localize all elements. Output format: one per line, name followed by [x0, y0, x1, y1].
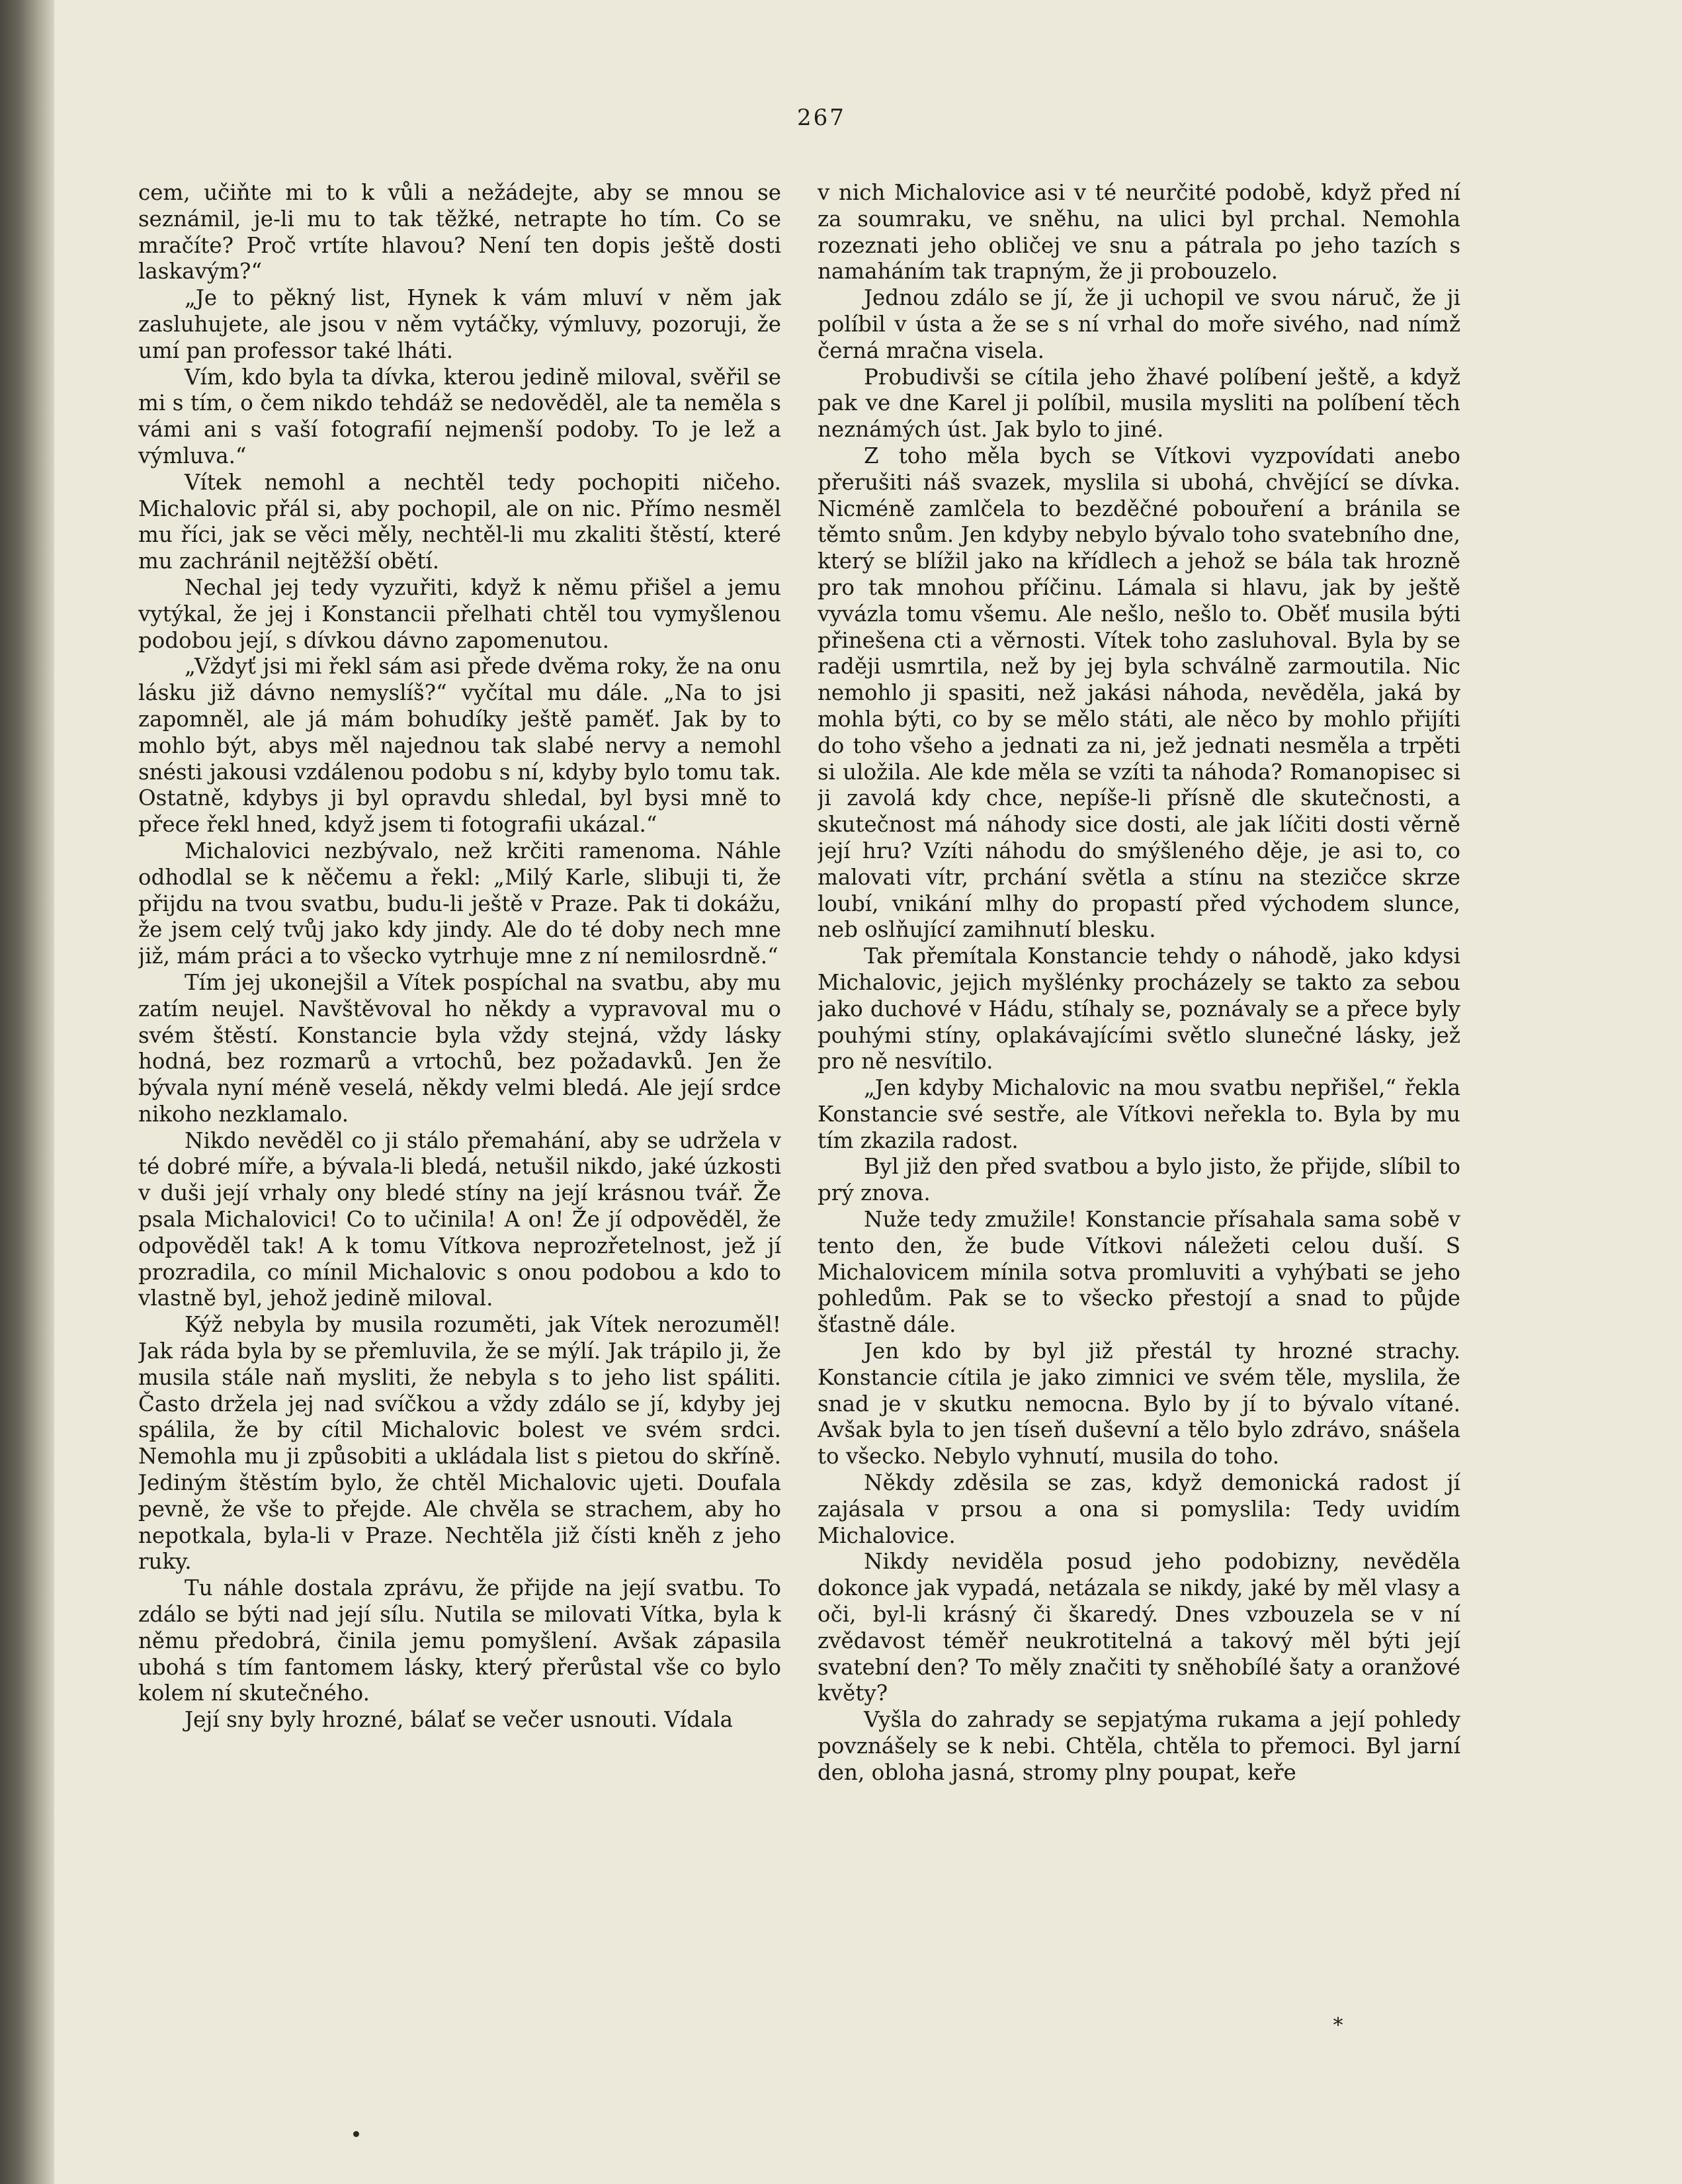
right-paragraph: Jen kdo by byl již přestál ty hrozné strachy. Konstancie cítila je jako zimnici ve svém těle, myslila, že snad je v skutku nemocna. Bylo by jí to bývalo vítané. Avšak byla to jen tíseň duševní a tělo bylo zdrávo, snášela to všecko. Nebylo vyhnutí, musila do toho.	[818, 1338, 1460, 1469]
book-gutter	[0, 0, 54, 2184]
left-paragraph: Vím, kdo byla ta dívka, kterou jedině miloval, svěřil se mi s tím, o čem nikdo tehdáž se nedověděl, ale ta neměla s vámi ani s vaší fotografií nejmenší podoby. To je lež a výmluva.“	[138, 364, 781, 468]
left-paragraph: Nikdo nevěděl co ji stálo přemahání, aby se udržela v té dobré míře, a bývala-li bledá, netušil nikdo, jaké úzkosti v duši její vrhaly ony bledé stíny na její krásnou tvář. Že psala Michalovici! Co to učinila! A on! Že jí odpověděl, že odpověděl tak! A k tomu Vítkova neprozřetelnost, jež jí prozradila, co mínil Michalovic s onou podobou a kdo to vlastně byl, jehož jedině miloval.	[138, 1127, 781, 1311]
left-paragraph: Nechal jej tedy vyzuřiti, když k němu přišel a jemu vytýkal, že jej i Konstancii přelhati chtěl tou vymyšlenou podobou její, s dívkou dávno zapomenutou.	[138, 574, 781, 653]
left-paragraph: Kýž nebyla by musila rozuměti, jak Vítek nerozuměl! Jak ráda byla by se přemluvila, že se mýlí. Jak trápilo ji, že musila stále naň mysliti, že nebyla s to jeho list spáliti. Často držela jej nad svíčkou a vždy zdálo se jí, kdyby jej spálila, že by cítil Michalovic bolest ve svém srdci. Nemohla mu ji způsobiti a ukládala list s pietou do skříně. Jediným štěstím bylo, že chtěl Michalovic ujeti. Doufala pevně, že vše to přejde. Ale chvěla se strachem, aby ho nepotkala, byla-li v Praze. Nechtěla již čísti kněh z jeho ruky.	[138, 1312, 781, 1575]
print-speck	[353, 2131, 359, 2137]
left-paragraph: Michalovici nezbývalo, než krčiti ramenoma. Náhle odhodlal se k něčemu a řekl: „Milý Karle, slibuji ti, že přijdu na tvou svatbu, budu-li ještě v Praze. Pak ti dokážu, že jsem celý tvůj jako kdy jindy. Ale do té doby nech mne již, mám práci a to všecko vytrhuje mne z ní nemilosrdně.“	[138, 838, 781, 969]
left-paragraph: „Je to pěkný list, Hynek k vám mluví v něm jak zasluhujete, ale jsou v něm vytáčky, výmluvy, pozoruji, že umí pan professor také lháti.	[138, 285, 781, 363]
left-text-column	[138, 180, 781, 2059]
right-paragraph: Probudivši se cítila jeho žhavé políbení ještě, a když pak ve dne Karel ji políbil, musila mysliti na políbení těch neznámých úst. Jak bylo to jiné.	[818, 364, 1460, 443]
right-paragraph: Někdy zděsila se zas, když demonická radost jí zajásala v prsou a ona si pomyslila: Tedy uvidím Michalovice.	[818, 1470, 1460, 1548]
page-number: 267	[797, 105, 846, 131]
left-paragraph: cem, učiňte mi to k vůli a nežádejte, aby se mnou se seznámil, je-li mu to tak těžké, netrapte ho tím. Co se mračíte? Proč vrtíte hlavou? Není ten dopis ještě dosti laskavým?“	[138, 180, 781, 284]
right-paragraph: Byl již den před svatbou a bylo jisto, že přijde, slíbil to prý znova.	[818, 1154, 1460, 1206]
right-paragraph: Tak přemítala Konstancie tehdy o náhodě, jako kdysi Michalovic, jejich myšlénky procházely se takto za sebou jako duchové v Hádu, stíhaly se, poznávaly se a přece byly pouhými stíny, oplakávajícími světlo slunečné lásky, jež pro ně nesvítilo.	[818, 943, 1460, 1074]
right-paragraph: Nikdy neviděla posud jeho podobizny, nevěděla dokonce jak vypadá, netázala se nikdy, jaké by měl vlasy a oči, byl-li krásný či škaredý. Dnes vzbouzela se v ní zvědavost téměř neukrotitelná a takový měl býti její svatební den? To měly značiti ty sněhobílé šaty a oranžové květy?	[818, 1549, 1460, 1706]
left-paragraph: Tu náhle dostala zprávu, že přijde na její svatbu. To zdálo se býti nad její sílu. Nutila se milovati Vítka, byla k němu předobrá, činila jemu pomyšlení. Avšak zápasila ubohá s tím fantomem lásky, který přerůstal vše co bylo kolem ní skutečného.	[138, 1575, 781, 1706]
right-paragraph: Nuže tedy zmužile! Konstancie přísahala sama sobě v tento den, že bude Vítkovi náležeti celou duší. S Michalovicem mínila sotva promluviti a vyhýbati se jeho pohledům. Pak se to všecko přestojí a snad to půjde šťastně dále.	[818, 1207, 1460, 1338]
left-paragraph: Její sny byly hrozné, bálať se večer usnouti. Vídala	[185, 1707, 734, 1733]
left-paragraph: „Vždyť jsi mi řekl sám asi přede dvěma roky, že na onu lásku již dávno nemyslíš?“ vyčítal mu dále. „Na to jsi zapomněl, ale já mám bohudíky ještě paměť. Jak by to mohlo být, abys měl najednou tak slabé nervy a nemohl snésti jakousi vzdálenou podobu s ní, kdyby bylo tomu tak. Ostatně, kdybys ji byl opravdu shledal, byl bysi mně to přece řekl hned, když jsem ti fotografii ukázal.“	[138, 654, 781, 838]
right-paragraph: Vyšla do zahrady se sepjatýma rukama a její pohledy povznášely se k nebi. Chtěla, chtěla to přemoci. Byl jarní den, obloha jasná, stromy plny poupat, keře	[818, 1707, 1460, 1785]
signature-mark: *	[1333, 2014, 1343, 2037]
right-text-column	[818, 180, 1460, 2059]
right-paragraph: Jednou zdálo se jí, že ji uchopil ve svou náruč, že ji políbil v ústa a že se s ní vrhal do moře sivého, nad nímž černá mračna visela.	[818, 285, 1460, 363]
right-paragraph: Z toho měla bych se Vítkovi vyzpovídati anebo přerušiti náš svazek, myslila si ubohá, chvějící se dívka. Nicméně zamlčela to bezděčné pobouření a bránila se těmto snům. Jen kdyby nebylo bývalo toho svatebního dne, který se blížil jako na křídlech a jehož se bála tak hrozně pro tak mnohou příčinu. Lámala si hlavu, jak by ještě vyvázla tomu všemu. Ale nešlo, nešlo to. Oběť musila býti přinešena cti a věrnosti. Vítek toho zasluhoval. Byla by se raději usmrtila, než by jej byla schválně zarmoutila. Nic nemohlo ji spasiti, než jakási náhoda, nevěděla, jaká by mohla býti, co by se mělo státi, ale něco by mohlo přijíti do toho všeho a jednati za ni, jež jednati nesměla a trpěti si uložila. Ale kde měla se vzíti ta náhoda? Romanopisec si ji zavolá kdy chce, nepíše-li přísně dle skutečnosti, a skutečnost má náhody sice dosti, ale jak líčiti dosti věrně její hru? Vzíti náhodu do smýšleného děje, je asi to, co malovati vítr, prchání světla a stínu na stezičce skrze loubí, vnikání mlhy do propastí před východem slunce, neb oslňující zamihnutí blesku.	[818, 443, 1460, 943]
left-paragraph: Tím jej ukonejšil a Vítek pospíchal na svatbu, aby mu zatím neujel. Navštěvoval ho někdy a vypravoval mu o svém štěstí. Konstancie byla vždy stejná, vždy lásky hodná, bez rozmarů a vrtochů, bez požadavků. Jen že bývala nyní méně veselá, někdy velmi bledá. Ale její srdce nikoho nezklamalo.	[138, 969, 781, 1127]
right-paragraph: „Jen kdyby Michalovic na mou svatbu nepřišel,“ řekla Konstancie své sestře, ale Vítkovi neřekla to. Byla by mu tím zkazila radost.	[818, 1075, 1460, 1153]
left-paragraph: Vítek nemohl a nechtěl tedy pochopiti ničeho. Michalovic přál si, aby pochopil, ale on nic. Přímo nesměl mu říci, jak se věci měly, nechtěl-li mu zkaliti štěstí, které mu zachránil nejtěžší obětí.	[138, 469, 781, 574]
right-paragraph: v nich Michalovice asi v té neurčité podobě, když před ní za soumraku, ve sněhu, na ulici byl prchal. Nemohla rozeznati jeho obličej ve snu a pátrala po jeho tazích s namaháním tak trapným, že ji probouzelo.	[818, 180, 1460, 284]
